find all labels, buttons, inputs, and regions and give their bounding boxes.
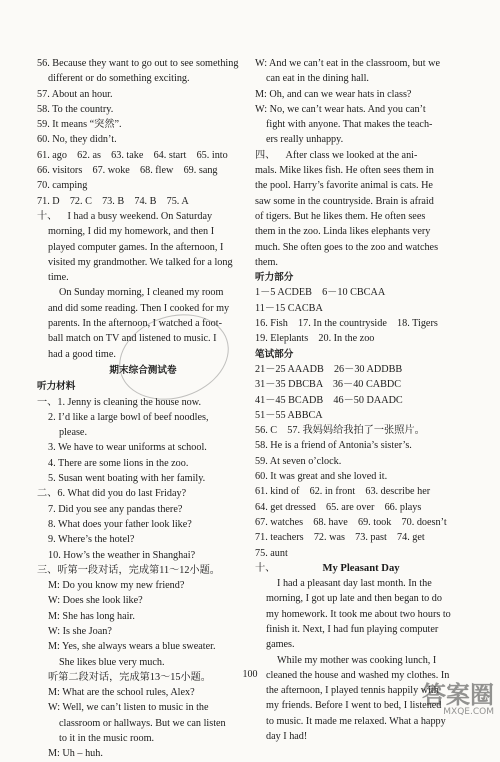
essay-line: cleaned the house and washed my clothes. In bbox=[266, 669, 450, 681]
left-column-line: 5. Susan went boating with her family. bbox=[48, 473, 206, 485]
left-column-line: please. bbox=[59, 427, 88, 439]
left-column-line: time. bbox=[48, 272, 69, 284]
left-column-line: W: Does she look like? bbox=[48, 595, 143, 607]
page-number: 100 bbox=[242, 669, 258, 680]
left-column-line: ball match on TV and listened to music. I bbox=[48, 333, 217, 345]
right-column-line: the pool. Harry’s favorite animal is cats. He bbox=[255, 180, 433, 192]
right-column-line: 16. Fish 17. In the countryside 18. Tigers bbox=[255, 318, 438, 330]
left-column-line: She likes blue very much. bbox=[59, 656, 165, 668]
essay-line: games. bbox=[266, 639, 295, 651]
essay-line: day I had! bbox=[266, 731, 308, 743]
right-column-line: 58. He is a friend of Antonia’s sister’s. bbox=[255, 440, 412, 452]
essay-line: finish it. Next, I had fun playing computer bbox=[266, 623, 439, 635]
right-column-line: 笔试部分 bbox=[255, 348, 294, 360]
right-column-line: fight with anyone. That makes the teach- bbox=[266, 119, 433, 131]
right-column-line: 41－45 BCADB 46－50 DAADC bbox=[255, 394, 403, 406]
left-column-line: 66. visitors 67. woke 68. flew 69. sang bbox=[37, 165, 218, 177]
right-column-line: 67. watches 68. have 69. took 70. doesn’t bbox=[255, 516, 447, 528]
left-column-line: and did some reading. Then I cooked for my bbox=[48, 302, 230, 314]
right-column-line: mals. Mike likes fish. He often sees them in bbox=[255, 165, 434, 177]
right-column-line: 60. It was great and she loved it. bbox=[255, 471, 388, 483]
right-column-line: 31－35 DBCBA 36－40 CABDC bbox=[255, 379, 402, 391]
left-column-line: On Sunday morning, I cleaned my room bbox=[59, 287, 224, 299]
left-column-line: 10. How’s the weather in Shanghai? bbox=[48, 549, 196, 561]
left-column-line: 71. D 72. C 73. B 74. B 75. A bbox=[37, 195, 189, 207]
right-column-line: 61. kind of 62. in front 63. describe her bbox=[255, 486, 431, 498]
watermark-text: 答案圈 bbox=[422, 681, 494, 709]
right-column-line: them in the zoo. Linda likes elephants very bbox=[255, 226, 431, 238]
right-column-line: 四、 After class we looked at the ani- bbox=[255, 149, 418, 161]
essay-line: While my mother was cooking lunch, I bbox=[277, 654, 437, 666]
left-column-line: 听力材料 bbox=[37, 381, 76, 393]
left-column-line: 4. There are some lions in the zoo. bbox=[48, 457, 189, 469]
essay-title: My Pleasant Day bbox=[322, 562, 400, 574]
left-column-line: morning, I did my homework, and then I bbox=[48, 226, 215, 238]
left-column-line: 3. We have to wear uniforms at school. bbox=[48, 442, 207, 454]
left-column-line: different or do something exciting. bbox=[48, 73, 190, 85]
left-column-line: M: Yes, she always wears a blue sweater. bbox=[48, 641, 216, 653]
right-column-line: 听力部分 bbox=[255, 272, 294, 284]
left-column-line: 听第二段对话，完成第13～15小题。 bbox=[48, 671, 211, 683]
left-column-line: 一、1. Jenny is cleaning the house now. bbox=[37, 396, 202, 408]
right-column-line: 75. aunt bbox=[255, 547, 288, 559]
left-column-line: W: Is she Joan? bbox=[48, 625, 112, 637]
right-column-line: 71. teachers 72. was 73. past 74. get bbox=[255, 532, 425, 544]
left-column-line: classroom or hallways. But we can listen bbox=[59, 717, 226, 729]
left-column-line: 二、6. What did you do last Friday? bbox=[37, 488, 187, 500]
essay-body bbox=[255, 576, 467, 744]
right-column-line: 19. Eleplants 20. In the zoo bbox=[255, 333, 375, 345]
right-answers bbox=[255, 56, 467, 561]
right-column-line: 56. C 57. 我妈妈给我拍了一张照片。 bbox=[255, 425, 425, 437]
left-column-line: 2. I’d like a large bowl of beef noodles, bbox=[48, 411, 209, 423]
site-watermark-logo bbox=[402, 683, 494, 719]
right-column-line: ers really unhappy. bbox=[266, 134, 344, 146]
essay-label: 十、 bbox=[255, 562, 276, 574]
essay-line: my homework. It took me about two hours to bbox=[266, 608, 451, 620]
right-column-line: saw some in the countryside. Brain is afraid bbox=[255, 195, 434, 207]
left-column-line: 期末综合测试卷 bbox=[109, 364, 177, 376]
left-column-line: 8. What does your father look like? bbox=[48, 518, 192, 530]
left-column-line: had a good time. bbox=[48, 348, 116, 360]
right-column-line: 11－15 CACBA bbox=[255, 302, 323, 314]
left-column-line: parents. In the afternoon, I watched a foot- bbox=[48, 318, 222, 330]
left-column-line: 70. camping bbox=[37, 180, 88, 192]
left-column-line: M: Do you know my new friend? bbox=[48, 580, 185, 592]
essay-line: to music. It made me relaxed. What a happy bbox=[266, 715, 446, 727]
essay-line: my friends. Before I went to bed, I listened bbox=[266, 700, 442, 712]
left-column-line: 7. Did you see any pandas there? bbox=[48, 503, 183, 515]
left-column-line: W: Well, we can’t listen to music in the bbox=[48, 702, 209, 714]
left-column-line: 三、听第一段对话，完成第11～12小题。 bbox=[37, 564, 220, 576]
right-column-line: 21－25 AAADB 26－30 ADDBB bbox=[255, 363, 403, 375]
right-column-line: 51－55 ABBCA bbox=[255, 409, 323, 421]
right-column-line: of tigers. But he likes them. He often sees bbox=[255, 210, 426, 222]
watermark-sub: MXQE.COM bbox=[443, 707, 494, 717]
left-column-line: 56. Because they want to go out to see something bbox=[37, 58, 239, 69]
essay-line: the afternoon, I played tennis happily with bbox=[266, 685, 439, 697]
left-column-line: 58. To the country. bbox=[37, 103, 114, 115]
left-column-line: 57. About an hour. bbox=[37, 88, 113, 100]
right-column-line: W: No, we can’t wear hats. And you can’t bbox=[255, 103, 426, 115]
left-column-line: 9. Where’s the hotel? bbox=[48, 534, 135, 546]
left-column-line: 59. It means “突然”. bbox=[37, 119, 122, 131]
left-column-line: visited my grandmother. We talked for a long bbox=[48, 256, 233, 268]
left-column-line: 60. No, they didn’t. bbox=[37, 134, 117, 146]
essay-line: I had a pleasant day last month. In the bbox=[277, 578, 432, 590]
left-column-line: to it in the music room. bbox=[59, 733, 155, 745]
right-column-line: 64. get dressed 65. are over 66. plays bbox=[255, 501, 422, 513]
right-column-line: 59. At seven o’clock. bbox=[255, 455, 342, 467]
left-column bbox=[37, 56, 249, 762]
left-column-line: 十、 I had a busy weekend. On Saturday bbox=[37, 210, 213, 222]
right-column-line: can eat in the dining hall. bbox=[266, 73, 369, 85]
right-column bbox=[255, 56, 467, 744]
left-column-line: M: Uh – huh. bbox=[48, 748, 103, 760]
left-column-line: M: What are the school rules, Alex? bbox=[48, 687, 195, 699]
essay-line: morning, I got up late and then began to do bbox=[266, 593, 442, 605]
right-column-line: much. She often goes to the zoo and watches bbox=[255, 241, 439, 253]
right-column-line: M: Oh, and can we wear hats in class? bbox=[255, 88, 412, 100]
left-column-line: played computer games. In the afternoon, I bbox=[48, 241, 224, 253]
left-column-line: 61. ago 62. as 63. take 64. start 65. into bbox=[37, 149, 228, 161]
left-column-line: M: She has long hair. bbox=[48, 610, 135, 622]
right-column-line: them. bbox=[255, 256, 278, 268]
right-column-line: W: And we can’t eat in the classroom, but we bbox=[255, 58, 441, 69]
right-column-line: 1－5 ACDEB 6－10 CBCAA bbox=[255, 287, 386, 299]
